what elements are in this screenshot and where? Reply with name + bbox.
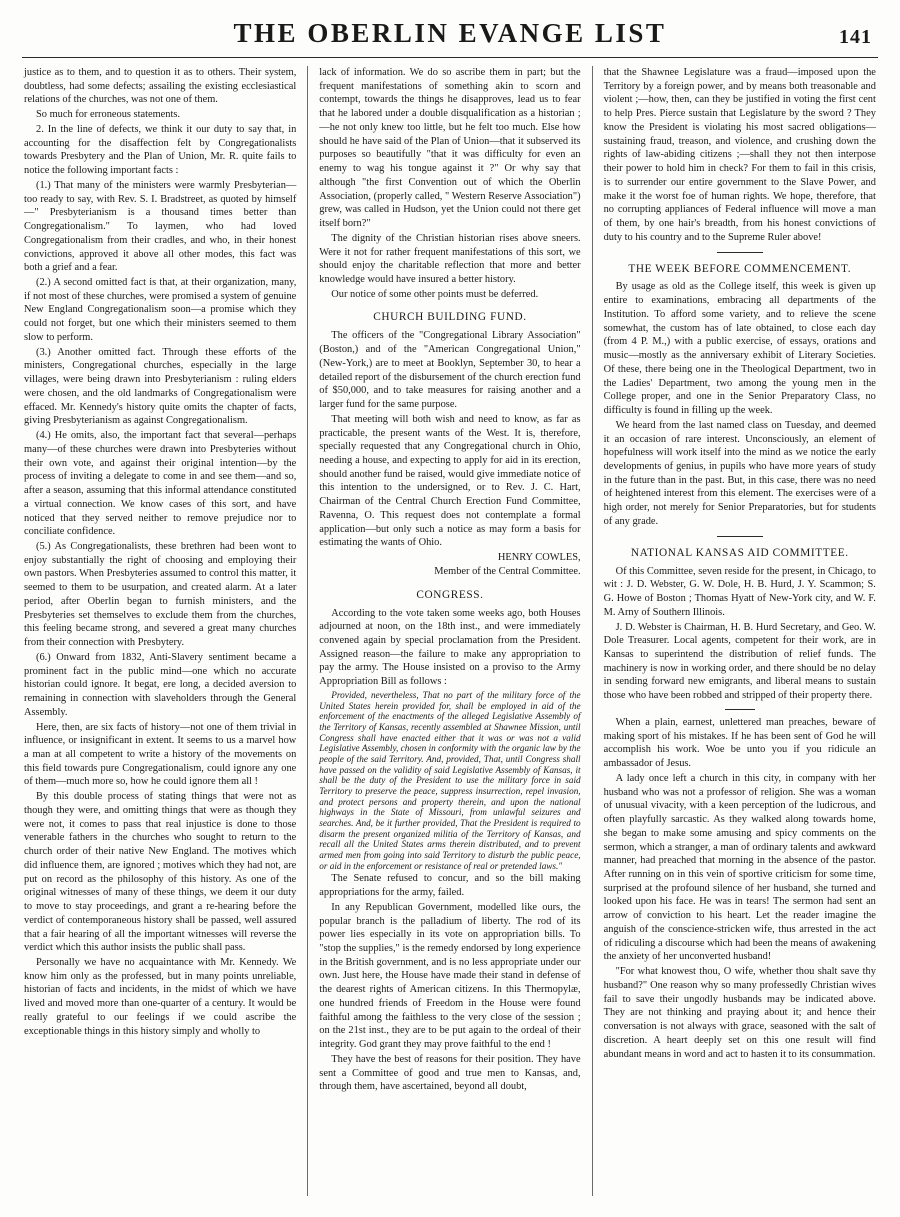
paragraph: The Senate refused to concur, and so the bill making appropriations for the army, failed. xyxy=(319,873,581,899)
column-3 xyxy=(593,66,878,1196)
page-number: 141 xyxy=(839,26,872,48)
paragraph: (1.) That many of the ministers were warmly Presbyterian—too ready to say, with Rev. S. I. Bradstreet, as quoted by himself—" Presbyterianism is a thousand times better than Congregationalism." To laymen, who had loved Congregationalism from their cradles, and who, in their honest convictions, approved it above all other modes, this fact was both a grief and a fear. xyxy=(24,179,297,274)
paragraph: When a plain, earnest, unlettered man preaches, beware of making sport of his mistakes. If he has been sent of God he will accomplish his work. Woe be unto you if you ridicule an ambassador of Jesus. xyxy=(603,716,876,770)
paragraph: "For what knowest thou, O wife, whether thou shalt save thy husband?" One reason why so many professedly Christian wives fail to save their ungodly husbands may be indicated above. They are not thinking and praying about it; and hence their conversation is not always with grace, seasoned with the salt of discretion. A heart deeply set on this one result will find abundant means in word and act to hasten it to its consummation. xyxy=(603,966,876,1060)
paragraph: (6.) Onward from 1832, Anti-Slavery sentiment became a prominent fact in the public mind—one which no accurate historian could ignore. It begat, ere long, a decided aversion to remaining in connection with slaveholders through the General Assembly. xyxy=(24,651,297,718)
paragraph: By usage as old as the College itself, this week is given up entire to examinations, embracing all departments of the Institution. To afford some variety, and to relieve the scene somewhat, the custom has of late obtained, to close each day (from 4 P. M.,) with a public exercise, of essays, orations and music—mostly as the anniversary exhibit of Literary Societies. Of these, there being one in the Theological Department, two in the Ladies' Department, two among the young men in the College proper, and one in the Senior Preparatory Class, no difficulty is found in filling up the week. xyxy=(603,281,876,417)
column-1 xyxy=(22,66,307,1196)
paragraph: Our notice of some other points must be deferred. xyxy=(331,288,539,300)
section-heading-week-before-commencement: THE WEEK BEFORE COMMENCEMENT. xyxy=(628,262,852,275)
paragraph: (2.) A second omitted fact is that, at their organization, many, if not most of these churches, were promised a system of genuine New England Congregationalism soon—a promise which they could not forget, but one which their ministers seemed to them slow to perform. xyxy=(24,277,297,343)
paragraph: justice as to them, and to question it as to others. Their system, doubtless, had some defects; assailing the existing ecclesiastical relations of the churches, was not one of them. xyxy=(24,67,297,106)
masthead xyxy=(22,18,878,55)
column-2 xyxy=(307,66,592,1196)
section-divider xyxy=(717,252,763,253)
paragraph: 2. In the line of defects, we think it our duty to say that, in accounting for the disaffection felt by Congregationalists towards Presbytery and the Plan of Union, Mr. R. quite fails to notice the following important facts : xyxy=(24,123,297,177)
paragraph: lack of information. We do so ascribe them in part; but the frequent manifestations of something akin to scorn and contempt, towards the things he disapproves, lead us to fear that he labored under a double disqualification as a historian ;—he not only knew too little, but he felt too much. Else how should he have said of the Plan of Union—that it subserved its purposes so beautifully "that it was difficulty for even an enemy to wag his tongue against it ?" Or why say that although "the first Convention out of which the Oberlin Association, (properly called, " Western Reserve Association") grew, was called in Hudson, yet the Union could not there get itself born?" xyxy=(319,67,581,230)
quoted-proviso: Provided, nevertheless, That no part of the military force of the United States herein provided for, shall be employed in aid of the enforcement of the enactments of the alleged Legislative Assembly of the Territory of Kansas, recently assembled at Shawnee Mission, until Congress shall have enacted either that it was or was not a valid Legislative Assembly, chosen in conformity with the organic law by the people of the said Territory. And, provided, That, until Congress shall have passed on the validity of said Legislative Assembly of Kansas, it shall be the duty of the President to use the military force in said Territory to preserve the peace, suppress insurrection, repel invasion, and protect persons and property therein, and upon the national highways in the State of Missouri, from unlawful seizures and searches. And, be it further provided, That the President is required to disarm the present organized militia of the Territory of Kansas, and recall all the United States arms therein distributed, and to prevent armed men from going into said Territory to disturb the public peace, or aid in the enforcement or resistance of real or pretended laws." xyxy=(319,689,581,871)
paragraph: The officers of the "Congregational Library Association" (Boston,) and of the "American Congregational Union," (New-York,) are to meet at Booklyn, September 30, to hear a detailed report of the disbursement of the church erection fund of $50,000, and to take measures for raising another and a larger fund for the same purpose. xyxy=(319,330,581,411)
section-divider xyxy=(725,709,755,710)
paragraph: In any Republican Government, modelled like ours, the popular branch is the palladium of liberty. The rod of its power lies especially in its vote on appropriation bills. To "stop the supplies," is the remedy endorsed by long experience in the British government, and is no less appropriate under our own. Just here, the House have made their stand in defense of the dearest rights of American citizens. In this Thermopylæ, one hundred friends of Freedom in the House were found faithful among the faithless to the very close of the session ; on the 21st inst., they are to be put again to the ordeal of their integrity. God grant they may prove faithful to the end ! xyxy=(319,901,581,1051)
section-divider xyxy=(717,536,763,537)
signature-name: HENRY COWLES, xyxy=(497,552,581,564)
paragraph: They have the best of reasons for their position. They have sent a Committee of good and true men to Kansas, and, through them, have ascertained, beyond all doubt, xyxy=(319,1053,581,1093)
paragraph: that the Shawnee Legislature was a fraud—imposed upon the Territory by a foreign power, and by means both treasonable and violent ;—how, then, can they be justified in voting the first cent to help Pres. Pierce sustain that Legislature by the sword ? They know the President is violating his most sacred obligations—sustaining fraud, treason, and violence, and crushing down the rights of law-abiding citizens ;—shall they not then interpose their power to hold him in check? For them to fail in this crisis, is to surrender our entire government to the Slave Power, and make it the worst foe of human rights. We hope, therefore, that no corrupting appliances of Federal influence will move a man of them, by one hair's breadth, from his honest convictions of duty to his country and to the Supreme Ruler above! xyxy=(603,67,876,243)
section-heading-church-building-fund: CHURCH BUILDING FUND. xyxy=(373,311,527,324)
paragraph: Personally we have no acquaintance with Mr. Kennedy. We know him only as the professed, but in many points unreliable, historian of facts and incidents, in the midst of which we have lived and moved more than one-quarter of a century. It would be really grateful to our feelings if we could ascribe the exceptionable things in this history simply and wholly to xyxy=(24,957,297,1037)
paragraph: The dignity of the Christian historian rises above sneers. Were it not for rather frequent manifestations of this sort, we should enjoy the charitable reflection that more and better knowledge would have insured a better history. xyxy=(319,232,581,286)
paragraph: Of this Committee, seven reside for the present, in Chicago, to wit : J. D. Webster, G. W. Dole, H. B. Hurd, J. Y. Scammon; S. G. Howe of Boston ; Thomas Hyatt of New-York city, and W. F. M. Arny of Southern Illinois. xyxy=(603,565,876,618)
paragraph: By this double process of stating things that were not as though they were, and omitting things that were as though they were not, it comes to pass that real injustice is done to those venerable fathers in the churches who sought to return to the church order of their native New England. The motives which did influence them, are ignored ; motives which they had not, are put on record as the philosophy of this history. As one of the original witnesses of many of these things, we deem it our duty to move to stay proceedings, and grant a re-hearing before the verdict of contemporaneous history shall be passed, well assured that a fair hearing of all the important witnesses will reverse the verdict which this author insists the public shall pass. xyxy=(24,791,297,954)
paragraph: (3.) Another omitted fact. Through these efforts of the ministers, Congregational churches, especially in the large villages, were being drawn into Presbyterianism : ruling elders were chosen, and the old landmarks of Congregationalism were effaced. Mr. Kennedy's history quite omits the chapter of facts, giving Presbyterianism as against Congregationalism. xyxy=(24,346,297,427)
section-heading-national-kansas-aid-committee: NATIONAL KANSAS AID COMMITTEE. xyxy=(630,546,849,559)
paragraph: A lady once left a church in this city, in company with her husband who was not a professor of religion. She was a woman of unusual vivacity, with a keen perception of the ludicrous, and often playfully sarcastic. As they walked along towards home, she began to make some amusing and spicy comments on the sermon, which a stranger, a man of ordinary talents and awkward manner, had preached that morning in the absence of the pastor. After running on in this vein of sportive criticism for some time, surprised at the profound silence of her husband, she turned and looked upon his face. He was in tears! The sermon had sent an arrow of conviction to his heart. Let the reader imagine the anguish of the conscience-stricken wife, thus arrested in the act of ridiculing a discourse which had been the means of awakening the anxiety of her unconverted husband! xyxy=(603,772,876,963)
paragraph: (4.) He omits, also, the important fact that several—perhaps many—of these churches were drawn into Presbyteries without their own vote, and against their original intention—by the process of inviting a delegate to come in and see them—and so, after a season, assuming that this informal attendance constituted a virtual connection. We know cases of this sort, and have noticed that they served neither to remove prejudice nor to conciliate confidence. xyxy=(24,430,297,538)
paragraph: (5.) As Congregationalists, these brethren had been wont to enjoy substantially the right of choosing and employing their own pastors. When Presbyteries assumed to control this matter, it seemed to them to be usurpation, and created alarm. At a later period, after Oberlin began to furnish ministers, and the Presbyteries set themselves to exclude them from the churches, this feeling became strong, and severed a great many churches from their connection with Presbytery. xyxy=(24,540,297,649)
paragraph: That meeting will both wish and need to know, as far as practicable, the present wants of the West. It is, therefore, specially requested that any Congregational church in Ohio, needing a house, and expecting to apply for aid in its erection, should another fund be raised, would give immediate notice of this intention to the undersigned, or to Rev. J. C. Hart, Chairman of the Central Church Erection Fund Committee, Ravenna, O. This request does not contemplate a formal application—but only such a notice as may form a basis for estimating the wants of Ohio. xyxy=(319,413,581,549)
paragraph: According to the vote taken some weeks ago, both Houses adjourned at noon, on the 18th inst., and were immediately convened again by special proclamation from the President. Assigned reason—the failure to make any appropriation to pay the army. The House insisted on a proviso to the Army Appropriation Bill as follows : xyxy=(319,607,581,688)
signature-title: Member of the Central Committee. xyxy=(434,565,581,577)
paragraph: We heard from the last named class on Tuesday, and deemed it an occasion of rare interest. Unconsciously, an element of hopefulness will work itself into the mind as we notice the early developments of genius, in pupils who have more years of study in the future than in the past. But, in this case, there was no need of heightened interest from this element. The exercises were of a high order, not merely for Senior Preparatories, but for students of any grade. xyxy=(603,419,876,527)
paragraph: Here, then, are six facts of history—not one of them trivial in influence, or insignificant in extent. It seems to us a marvel how a man at all competent to write a history of the movements on this field towards pure Congregationalism, could ignore any one of them—much more so, how he could ignore them all ! xyxy=(24,721,297,788)
section-heading-congress: CONGRESS. xyxy=(416,588,484,601)
paragraph: So much for erroneous statements. xyxy=(36,109,180,121)
paragraph: J. D. Webster is Chairman, H. B. Hurd Secretary, and Geo. W. Dole Treasurer. Local agents, competent for their work, are in Kansas to superintend the distribution of relief funds. The machinery is now in working order, and there should be no delay in sending forward new emigrants, and liberal means to sustain those who have been robbed and stripped of their property there. xyxy=(603,621,876,702)
page-title: THE OBERLIN EVANGE LIST xyxy=(233,18,667,48)
column-container xyxy=(22,66,878,1196)
masthead-divider xyxy=(22,57,878,58)
